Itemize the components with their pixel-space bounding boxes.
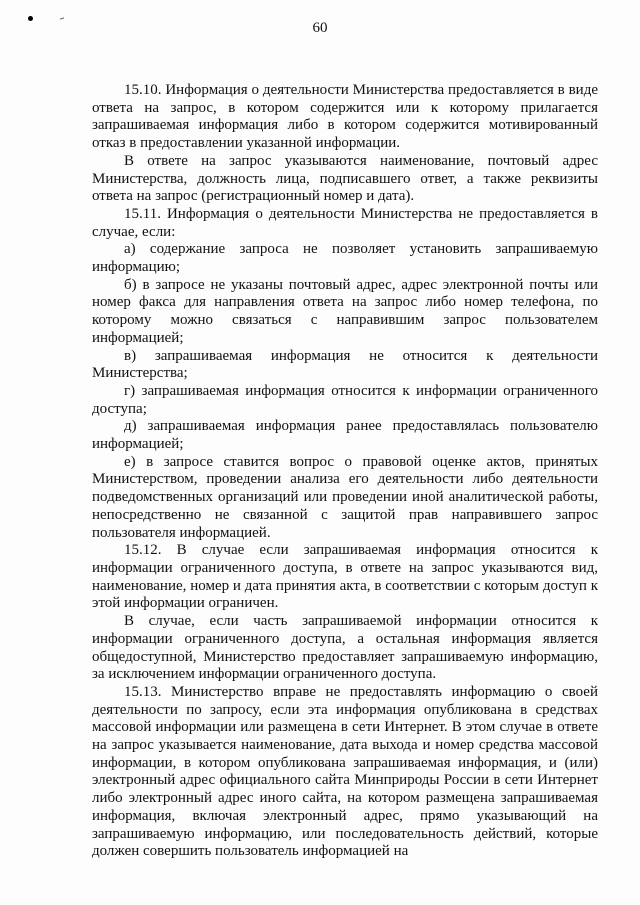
paragraph-answer-requisites: В ответе на запрос указываются наименование, почтовый адрес Министерства, должность лица, подписавшего ответ, а также реквизиты ответа на запрос (регистрационный номер и дата). — [92, 152, 598, 205]
paragraph-15-12: 15.12. В случае если запрашиваемая информация относится к информации ограниченного доступа, в ответе на запрос указываются вид, наименование, номер и дата принятия акта, в соответствии с которым доступ к этой информации ограничен. — [92, 542, 598, 612]
paragraph-15-11: 15.11. Информация о деятельности Министерства не предоставляется в случае, если: — [92, 205, 598, 240]
list-item-v: в) запрашиваемая информация не относится к деятельности Министерства; — [92, 347, 598, 382]
paragraph-15-13: 15.13. Министерство вправе не предоставлять информацию о своей деятельности по запросу, если эта информация опубликована в средствах массовой информации или размещена в сети Интернет. В этом случае в ответе на запрос указывается наименование, дата выхода и номер средства массовой информации, в котором опубликована запрашиваемая информация, и (или) электронный адрес официального сайта Минприроды России в сети Интернет либо электронный адрес иного сайта, на котором размещена запрашиваемая информация, включая электронный адрес, прямо указывающий на запрашиваемую информацию, или последовательность действий, которые должен совершить пользователь информацией на — [92, 683, 598, 860]
list-item-g: г) запрашиваемая информация относится к информации ограниченного доступа; — [92, 382, 598, 417]
list-item-d: д) запрашиваемая информация ранее предоставлялась пользователю информацией; — [92, 418, 598, 453]
page-number: 60 — [312, 20, 328, 36]
paragraph-partial-restriction: В случае, если часть запрашиваемой информации относится к информации ограниченного доступа, а остальная информация является общедоступной, Министерство предоставляет запрашиваемую информацию, за исключением информации ограниченного доступа. — [92, 613, 598, 683]
list-item-a: а) содержание запроса не позволяет установить запрашиваемую информацию; — [92, 241, 598, 276]
paragraph-15-10: 15.10. Информация о деятельности Министерства предоставляется в виде ответа на запрос, в котором содержится или к которому прилагается запрашиваемая информация либо в котором содержится мотивированный отказ в предоставлении указанной информации. — [92, 82, 598, 152]
body-text — [92, 82, 598, 861]
list-item-b: б) в запросе не указаны почтовый адрес, адрес электронной почты или номер факса для направления ответа на запрос либо номер телефона, по которому можно связаться с направившим запрос пользователем информацией; — [92, 276, 598, 346]
list-item-e: е) в запросе ставится вопрос о правовой оценке актов, принятых Министерством, проведении анализа его деятельности либо деятельности подведомственных организаций или проведении иной аналитической работы, непосредственно не связанной с защитой прав направившего запрос пользователя информацией. — [92, 453, 598, 541]
